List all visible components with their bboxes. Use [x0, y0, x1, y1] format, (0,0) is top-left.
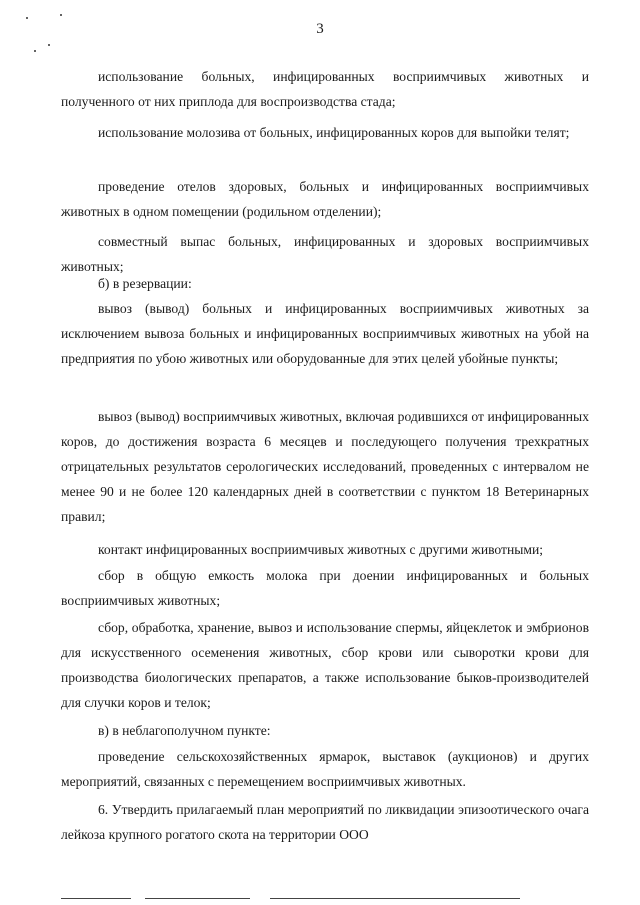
- paragraph: сбор в общую емкость молока при доении инфицированных и больных восприимчивых животных;: [61, 568, 589, 608]
- paragraph: 6. Утвердить прилагаемый план мероприятий по ликвидации эпизоотического очага лейкоза крупного рогатого скота на территории ООО: [61, 802, 589, 842]
- scan-speck: [60, 14, 62, 16]
- scan-speck: [34, 50, 36, 52]
- paragraph: контакт инфицированных восприимчивых животных с другими животными;: [98, 542, 544, 557]
- paragraph: использование больных, инфицированных восприимчивых животных и полученного от них приплода для воспроизводства стада;: [61, 69, 589, 109]
- paragraph: вывоз (вывод) восприимчивых животных, включая родившихся от инфицированных коров, до достижения возраста 6 месяцев и последующего получения трехкратных отрицательных результатов серологических исследований, проведенных с интервалом не менее 90 и не более 120 календарных дней в соответствии с пунктом 18 Ветеринарных правил;: [61, 409, 589, 524]
- paragraph: использование молозива от больных, инфицированных коров для выпойки телят;: [98, 125, 570, 140]
- paragraph: вывоз (вывод) больных и инфицированных восприимчивых животных за исключением вывоза больных и инфицированных восприимчивых животных на убой на предприятия по убою животных или оборудованные для этих целей убойные пункты;: [61, 301, 589, 366]
- scan-speck: [48, 44, 50, 46]
- page-number: 3: [316, 21, 324, 37]
- scan-speck: [26, 17, 28, 19]
- footer-rule: [61, 898, 131, 899]
- paragraph: сбор, обработка, хранение, вывоз и использование спермы, яйцеклеток и эмбрионов для искусственного осеменения животных, сбор крови или сыворотки крови для производства биологических препаратов, а также использование быков-производителей для случки коров и телок;: [61, 620, 589, 710]
- footer-rule: [145, 898, 250, 899]
- paragraph: проведение сельскохозяйственных ярмарок, выставок (аукционов) и других мероприятий, связанных с перемещением восприимчивых животных.: [61, 749, 589, 789]
- footer-rule: [270, 898, 520, 899]
- paragraph: совместный выпас больных, инфицированных и здоровых восприимчивых животных;: [61, 234, 589, 274]
- section-label: б) в резервации:: [98, 276, 192, 291]
- paragraph: проведение отелов здоровых, больных и инфицированных восприимчивых животных в одном помещении (родильном отделении);: [61, 179, 589, 219]
- section-label: в) в неблагополучном пункте:: [98, 723, 271, 738]
